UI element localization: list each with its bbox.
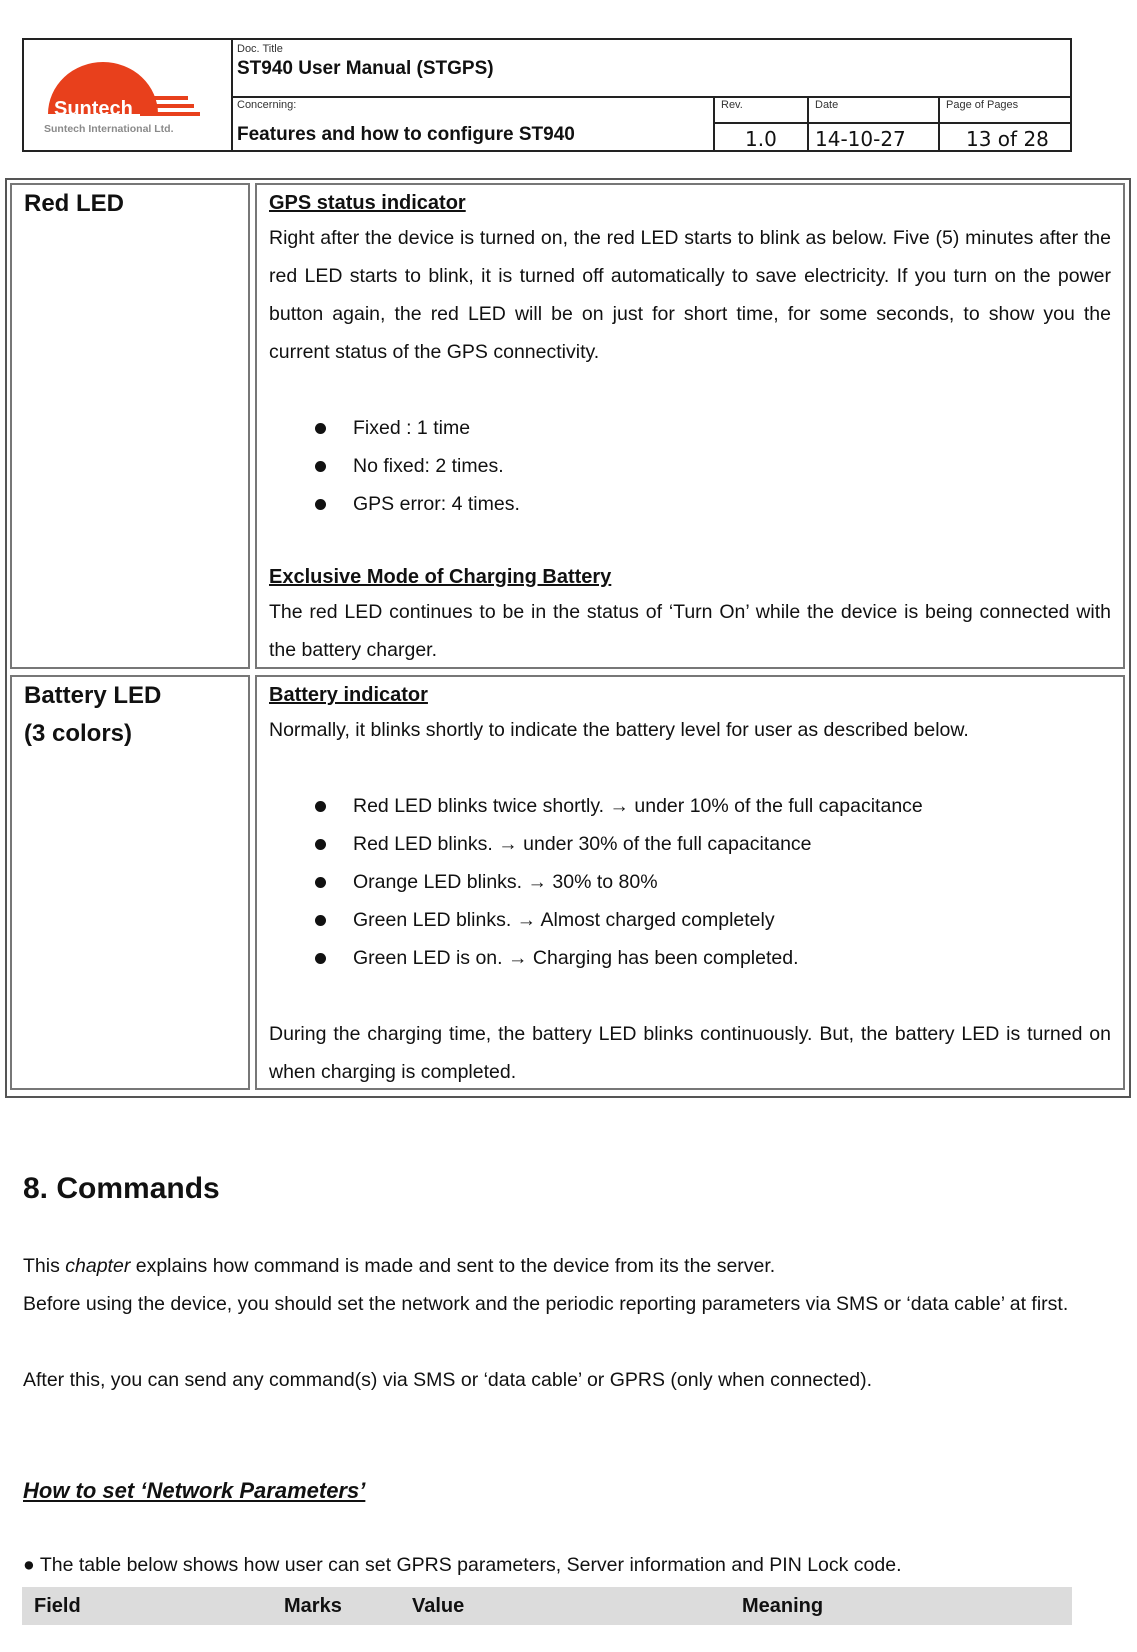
list-item: Orange LED blinks. → 30% to 80% [269,863,1111,901]
doc-title: ST940 User Manual (STGPS) [237,58,494,79]
date-cell [809,96,940,150]
list-item: Red LED blinks twice shortly. → under 10% of the full capacitance [269,787,1111,825]
rev-cell [715,96,809,150]
list-item: Fixed : 1 time [269,409,1111,447]
battery-led-label: Battery LED [24,682,162,709]
red-led-label-cell [10,183,250,669]
network-params-heading: How to set ‘Network Parameters’ [23,1478,366,1503]
commands-intro: This chapter explains how command is made and sent to the device from its the server. [23,1255,776,1277]
commands-setup-text: Before using the device, you should set the network and the periodic reporting parameters via SMS or ‘data cable’ at first. [23,1293,1069,1315]
rev-value: 1.0 [745,127,777,151]
logo-subtext: Suntech International Ltd. [44,123,174,135]
gps-status-title: GPS status indicator [269,192,466,214]
red-led-label: Red LED [24,190,125,217]
list-item: No fixed: 2 times. [269,447,1111,485]
charging-mode-title: Exclusive Mode of Charging Battery [269,566,612,588]
column-header-meaning: Meaning [742,1595,824,1617]
commands-heading: 8. Commands [23,1172,220,1205]
list-item: GPS error: 4 times. [269,485,1111,523]
battery-led-label-cell [10,675,250,1090]
logo-cell [24,40,233,150]
battery-indicator-title: Battery indicator [269,684,428,706]
column-header-field: Field [34,1595,81,1617]
battery-level-list [269,787,1111,977]
date-label: Date [815,99,839,111]
commands-after-text: After this, you can send any command(s) via SMS or ‘data cable’ or GPRS (only when connected). [23,1369,873,1391]
date-value: 14-10-27 [815,127,906,151]
list-item: Red LED blinks. → under 30% of the full capacitance [269,825,1111,863]
doc-title-cell [231,40,1070,98]
suntech-logo [40,62,220,142]
page-cell [940,96,1070,150]
param-table-header [22,1587,1072,1625]
document-header [22,38,1072,152]
column-header-value: Value [412,1595,465,1617]
rev-label: Rev. [721,99,743,111]
page-label: Page of Pages [946,99,1019,111]
list-item: Green LED blinks. → Almost charged completely [269,901,1111,939]
logo-text: Suntech [54,98,133,120]
column-header-marks: Marks [284,1595,342,1617]
concerning-value: Features and how to configure ST940 [237,124,575,145]
charging-mode-text: The red LED continues to be in the status of ‘Turn On’ while the device is being connected with the battery charger. [269,601,1111,661]
battery-led-content-cell [255,675,1125,1090]
battery-led-colors-label: (3 colors) [24,720,133,747]
red-led-content-cell [255,183,1125,669]
concerning-label: Concerning: [237,99,297,111]
gps-status-text: Right after the device is turned on, the red LED starts to blink as below. Five (5) minutes after the red LED starts to blink, it is turned off automatically to save electricity. If you turn on the power button again, the red LED will be on just for short time, for some seconds, to show you the current status of the GPS connectivity. [269,227,1111,363]
network-params-bullet: ● The table below shows how user can set GPRS parameters, Server information and PIN Lock code. [23,1554,902,1576]
battery-indicator-intro: Normally, it blinks shortly to indicate the battery level for user as described below. [269,719,969,741]
led-table [5,178,1131,1098]
battery-indicator-outro: During the charging time, the battery LED blinks continuously. But, the battery LED is turned on when charging is completed. [269,1023,1111,1083]
list-item: Green LED is on. → Charging has been completed. [269,939,1111,977]
page-value: 13 of 28 [966,127,1049,151]
doc-title-label: Doc. Title [237,43,283,55]
concerning-cell [231,96,715,150]
gps-status-list [269,409,1111,523]
